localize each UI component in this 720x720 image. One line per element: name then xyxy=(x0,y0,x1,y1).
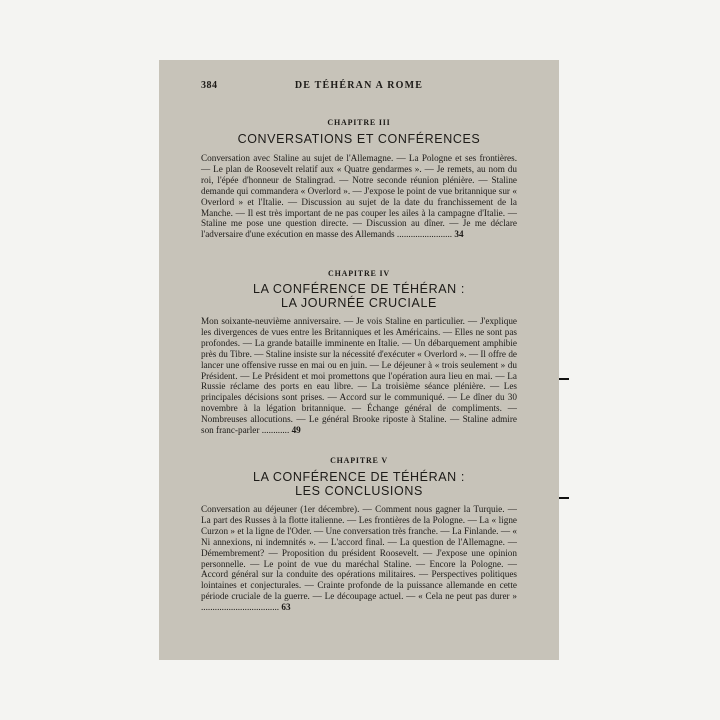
chapter-summary-text: Conversation au déjeuner (1er décembre). — Comment nous gagner la Turquie. — La part des Russes à la flotte italienne. — Les frontières de la Pologne. — La « ligne Curzon » et la ligne de l'Oder. — Une conversation très franche. — La Finlande. — « Ni annexions, ni indemnités ». — L'accord final. — La question de l'Allemagne. — Démembrement? — Proposition du président Roosevelt. — J'expose une opinion personnelle. — Le point de vue du maréchal Staline. — Encore la Pologne. — Accord général sur la conduite des opérations militaires. — Perspectives politiques lointaines et conjecturales. — Crainte profonde de la puissance allemande en cette période cruciale de la guerre. — Le découpage actuel. — « Cela ne peut pas durer » .................................. xyxy=(201,504,517,613)
chapter-title: LA CONFÉRENCE DE TÉHÉRAN : xyxy=(253,470,465,484)
chapter-label: CHAPITRE III xyxy=(327,118,391,127)
running-head: DE TÉHÉRAN A ROME xyxy=(294,80,424,91)
chapter-title: LA CONFÉRENCE DE TÉHÉRAN : xyxy=(253,282,465,296)
page-header xyxy=(201,80,517,94)
chapter-page-ref: 63 xyxy=(281,602,291,613)
chapter-summary xyxy=(201,316,517,436)
page-edge-mark xyxy=(559,497,569,499)
chapter-page-ref: 34 xyxy=(454,229,464,240)
chapter-page-ref: 49 xyxy=(291,425,301,436)
page-edge-mark xyxy=(559,378,569,380)
chapter-summary xyxy=(201,504,517,613)
chapter-subtitle: LA JOURNÉE CRUCIALE xyxy=(281,296,437,310)
chapter-summary-text: Conversation avec Staline au sujet de l'Allemagne. — La Pologne et ses frontières. — Le plan de Roosevelt relatif aux « Quatre gendarmes ». — Je remets, au nom du roi, l'épée d'honneur de Stalingrad. — Notre seconde réunion plénière. — Staline demande qui commandera « Overlord ». — J'expose le point de vue britannique sur « Overlord » et l'Italie. — Discussion au sujet de la date du franchissement de la Manche. — Il est très important de ne pas couper les ailes à la campagne d'Italie. — Staline me pose une question directe. — Discussion au dîner. — Je me déclare l'adversaire d'une exécution en masse des Allemands ........................ xyxy=(201,153,517,240)
chapter-summary-text: Mon soixante-neuvième anniversaire. — Je vois Staline en particulier. — J'explique les divergences de vues entre les Britanniques et les Américains. — Elles ne sont pas profondes. — La grande bataille imminente en Italie. — Un débarquement amphibie près du Tibre. — Staline insiste sur la nécessité d'exécuter « Overlord ». — Il offre de lancer une offensive russe en mai ou en juin. — Le déjeuner à « trois seulement » du Président. — Le Président et moi promettons que l'opération aura lieu en mai. — La Russie réclame des ports en eau libre. — La troisième séance plénière. — Les principales décisions sont prises. — Accord sur le communiqué. — Le dîner du 30 novembre à la légation britannique. — Échange général de compliments. — Nombreuses allocutions. — Le général Brooke riposte à Staline. — Staline admire son franc-parler ............ xyxy=(201,316,517,436)
page-number: 384 xyxy=(201,80,218,91)
chapter-label: CHAPITRE IV xyxy=(328,269,390,278)
chapter-subtitle: LES CONCLUSIONS xyxy=(295,484,423,498)
chapter-summary xyxy=(201,153,517,240)
chapter-label: CHAPITRE V xyxy=(330,456,388,465)
chapter-title: CONVERSATIONS ET CONFÉRENCES xyxy=(237,132,481,146)
book-page xyxy=(159,60,559,660)
